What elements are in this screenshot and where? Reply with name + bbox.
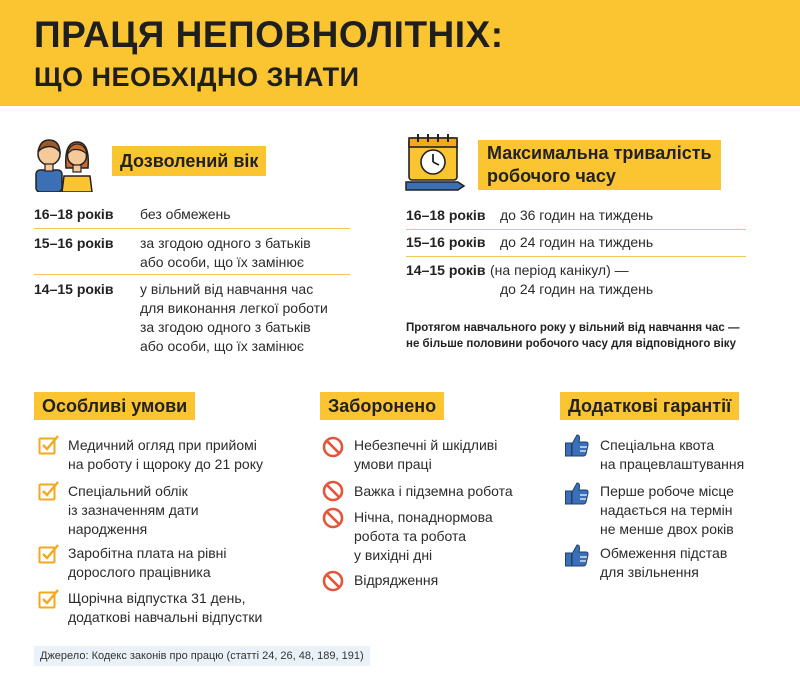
prohibited-icon bbox=[322, 570, 344, 592]
prohibited-icon bbox=[322, 480, 344, 502]
allowed-age-heading: Дозволений вік bbox=[112, 146, 266, 176]
checkbox-icon bbox=[38, 434, 60, 456]
list-item: Медичний огляд при прийомі на роботу і щороку до 21 року bbox=[68, 437, 263, 472]
list-item: Важка і підземна робота bbox=[354, 483, 513, 499]
special-conditions-heading: Особливі умови bbox=[34, 392, 195, 420]
page-subtitle: ЩО НЕОБХІДНО ЗНАТИ bbox=[34, 62, 360, 92]
kids-icon bbox=[32, 132, 94, 192]
prohibited-icon bbox=[322, 507, 344, 529]
thumbs-up-icon bbox=[564, 542, 590, 568]
age-row-label: 14–15 років bbox=[34, 281, 114, 297]
hours-row-label: 14–15 років bbox=[406, 262, 486, 278]
list-item: Перше робоче місце надається на термін не менше двох років bbox=[600, 483, 734, 537]
page-title: ПРАЦЯ НЕПОВНОЛІТНІХ: bbox=[34, 14, 504, 55]
hours-row-label: 16–18 років bbox=[406, 207, 486, 223]
age-row-value: за згодою одного з батьків або особи, що їх замінює bbox=[140, 235, 311, 270]
divider bbox=[34, 228, 350, 229]
hours-row-value: (на період канікул) — до 24 годин на тиждень bbox=[490, 262, 654, 297]
calendar-clock-icon bbox=[404, 130, 466, 192]
guarantees-heading: Додаткові гарантії bbox=[560, 392, 739, 420]
hours-row-value: до 24 годин на тиждень bbox=[500, 234, 654, 250]
divider bbox=[406, 229, 746, 230]
forbidden-heading: Заборонено bbox=[320, 392, 444, 420]
hours-row-value: до 36 годин на тиждень bbox=[500, 207, 654, 223]
age-row-value: без обмежень bbox=[140, 206, 231, 222]
list-item: Відрядження bbox=[354, 572, 439, 588]
hours-row-label: 15–16 років bbox=[406, 234, 486, 250]
list-item: Нічна, понаднормова робота та робота у вихідні дні bbox=[354, 509, 493, 563]
list-item: Заробітна плата на рівні дорослого працівника bbox=[68, 545, 227, 580]
prohibited-icon bbox=[322, 436, 344, 458]
checkbox-icon bbox=[38, 480, 60, 502]
thumbs-up-icon bbox=[564, 432, 590, 458]
divider bbox=[34, 274, 350, 275]
age-row-label: 16–18 років bbox=[34, 206, 114, 222]
source-note: Джерело: Кодекс законів про працю (статті 24, 26, 48, 189, 191) bbox=[34, 646, 370, 666]
list-item: Щорічна відпустка 31 день, додаткові навчальні відпустки bbox=[68, 590, 263, 625]
title-banner bbox=[0, 0, 800, 106]
checkbox-icon bbox=[38, 588, 60, 610]
list-item: Спеціальна квота на працевлаштування bbox=[600, 437, 745, 472]
thumbs-up-icon bbox=[564, 480, 590, 506]
list-item: Небезпечні й шкідливі умови праці bbox=[354, 437, 498, 472]
list-item: Обмеження підстав для звільнення bbox=[600, 545, 728, 580]
max-hours-heading: Максимальна тривалість робочого часу bbox=[478, 140, 721, 190]
divider bbox=[406, 256, 746, 257]
checkbox-icon bbox=[38, 543, 60, 565]
hours-note: Протягом навчального року у вільний від навчання час — не більше половини робочого часу для відповідного віку bbox=[406, 322, 740, 350]
age-row-label: 15–16 років bbox=[34, 235, 114, 251]
list-item: Спеціальний облік із зазначенням дати народження bbox=[68, 483, 199, 537]
age-row-value: у вільний від навчання час для виконання легкої роботи за згодою одного з батьків або особи, що їх замінює bbox=[140, 281, 328, 354]
